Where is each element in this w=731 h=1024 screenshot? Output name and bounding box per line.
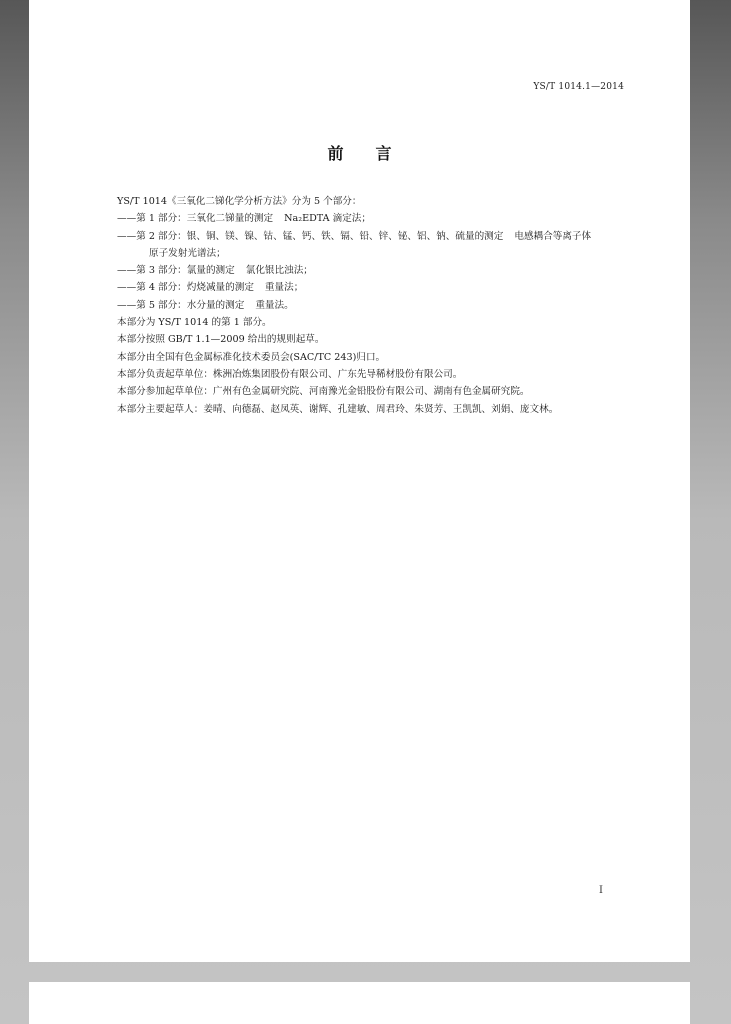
paragraph-participating-units: 本部分参加起草单位：广州有色金属研究院、河南豫光金铅股份有限公司、湖南有色金属研究院。 (117, 386, 530, 398)
paragraph-intro: YS/T 1014《三氧化二锑化学分析方法》分为 5 个部分： (117, 196, 362, 207)
paragraph-drafting-rules: 本部分按照 GB/T 1.1—2009 给出的规则起草。 (117, 334, 325, 346)
paragraph-part-scope: 本部分为 YS/T 1014 的第 1 部分。 (117, 317, 272, 329)
part-1-title: ——第 1 部分：三氧化二锑量的测定 (117, 213, 274, 225)
list-item-part-1 (117, 210, 637, 227)
part-2-method: 电感耦合等离子体 (514, 230, 592, 242)
document-page (29, 0, 690, 962)
part-2-title: ——第 2 部分：银、铜、镁、镍、钴、锰、钙、铁、镉、铅、锌、铋、铝、钠、硫量的测定 (117, 230, 504, 242)
paragraph-responsible-units: 本部分负责起草单位：株洲冶炼集团股份有限公司、广东先导稀材股份有限公司。 (117, 368, 463, 380)
list-item-part-5 (117, 297, 637, 314)
list-item-part-4 (117, 279, 637, 296)
next-document-page (29, 982, 690, 1024)
part-5-title: ——第 5 部分：水分量的测定 (117, 299, 245, 311)
list-item-part-3 (117, 262, 637, 279)
list-item-part-2 (117, 228, 637, 245)
paragraph-drafters: 本部分主要起草人：姜晴、向德磊、赵凤英、谢辉、孔建敏、周君玲、朱贤芳、王凯凯、刘娟、庞文林。 (117, 403, 559, 415)
page-number: I (599, 885, 603, 896)
page-title: 前言 (327, 144, 424, 163)
part-4-method: 重量法； (264, 282, 304, 294)
part-4-title: ——第 4 部分：灼烧减量的测定 (117, 282, 254, 294)
part-5-method: 重量法。 (255, 299, 294, 311)
part-1-method: Na₂EDTA 滴定法； (284, 213, 371, 225)
standard-code: YS/T 1014.1—2014 (533, 82, 624, 92)
part-3-method: 氯化银比浊法； (245, 265, 313, 277)
paragraph-committee: 本部分由全国有色金属标准化技术委员会(SAC/TC 243)归口。 (117, 351, 386, 363)
list-item-part-2-continued: 原子发射光谱法； (149, 247, 226, 259)
foreword-body (117, 193, 637, 418)
part-3-title: ——第 3 部分：氯量的测定 (117, 265, 235, 277)
